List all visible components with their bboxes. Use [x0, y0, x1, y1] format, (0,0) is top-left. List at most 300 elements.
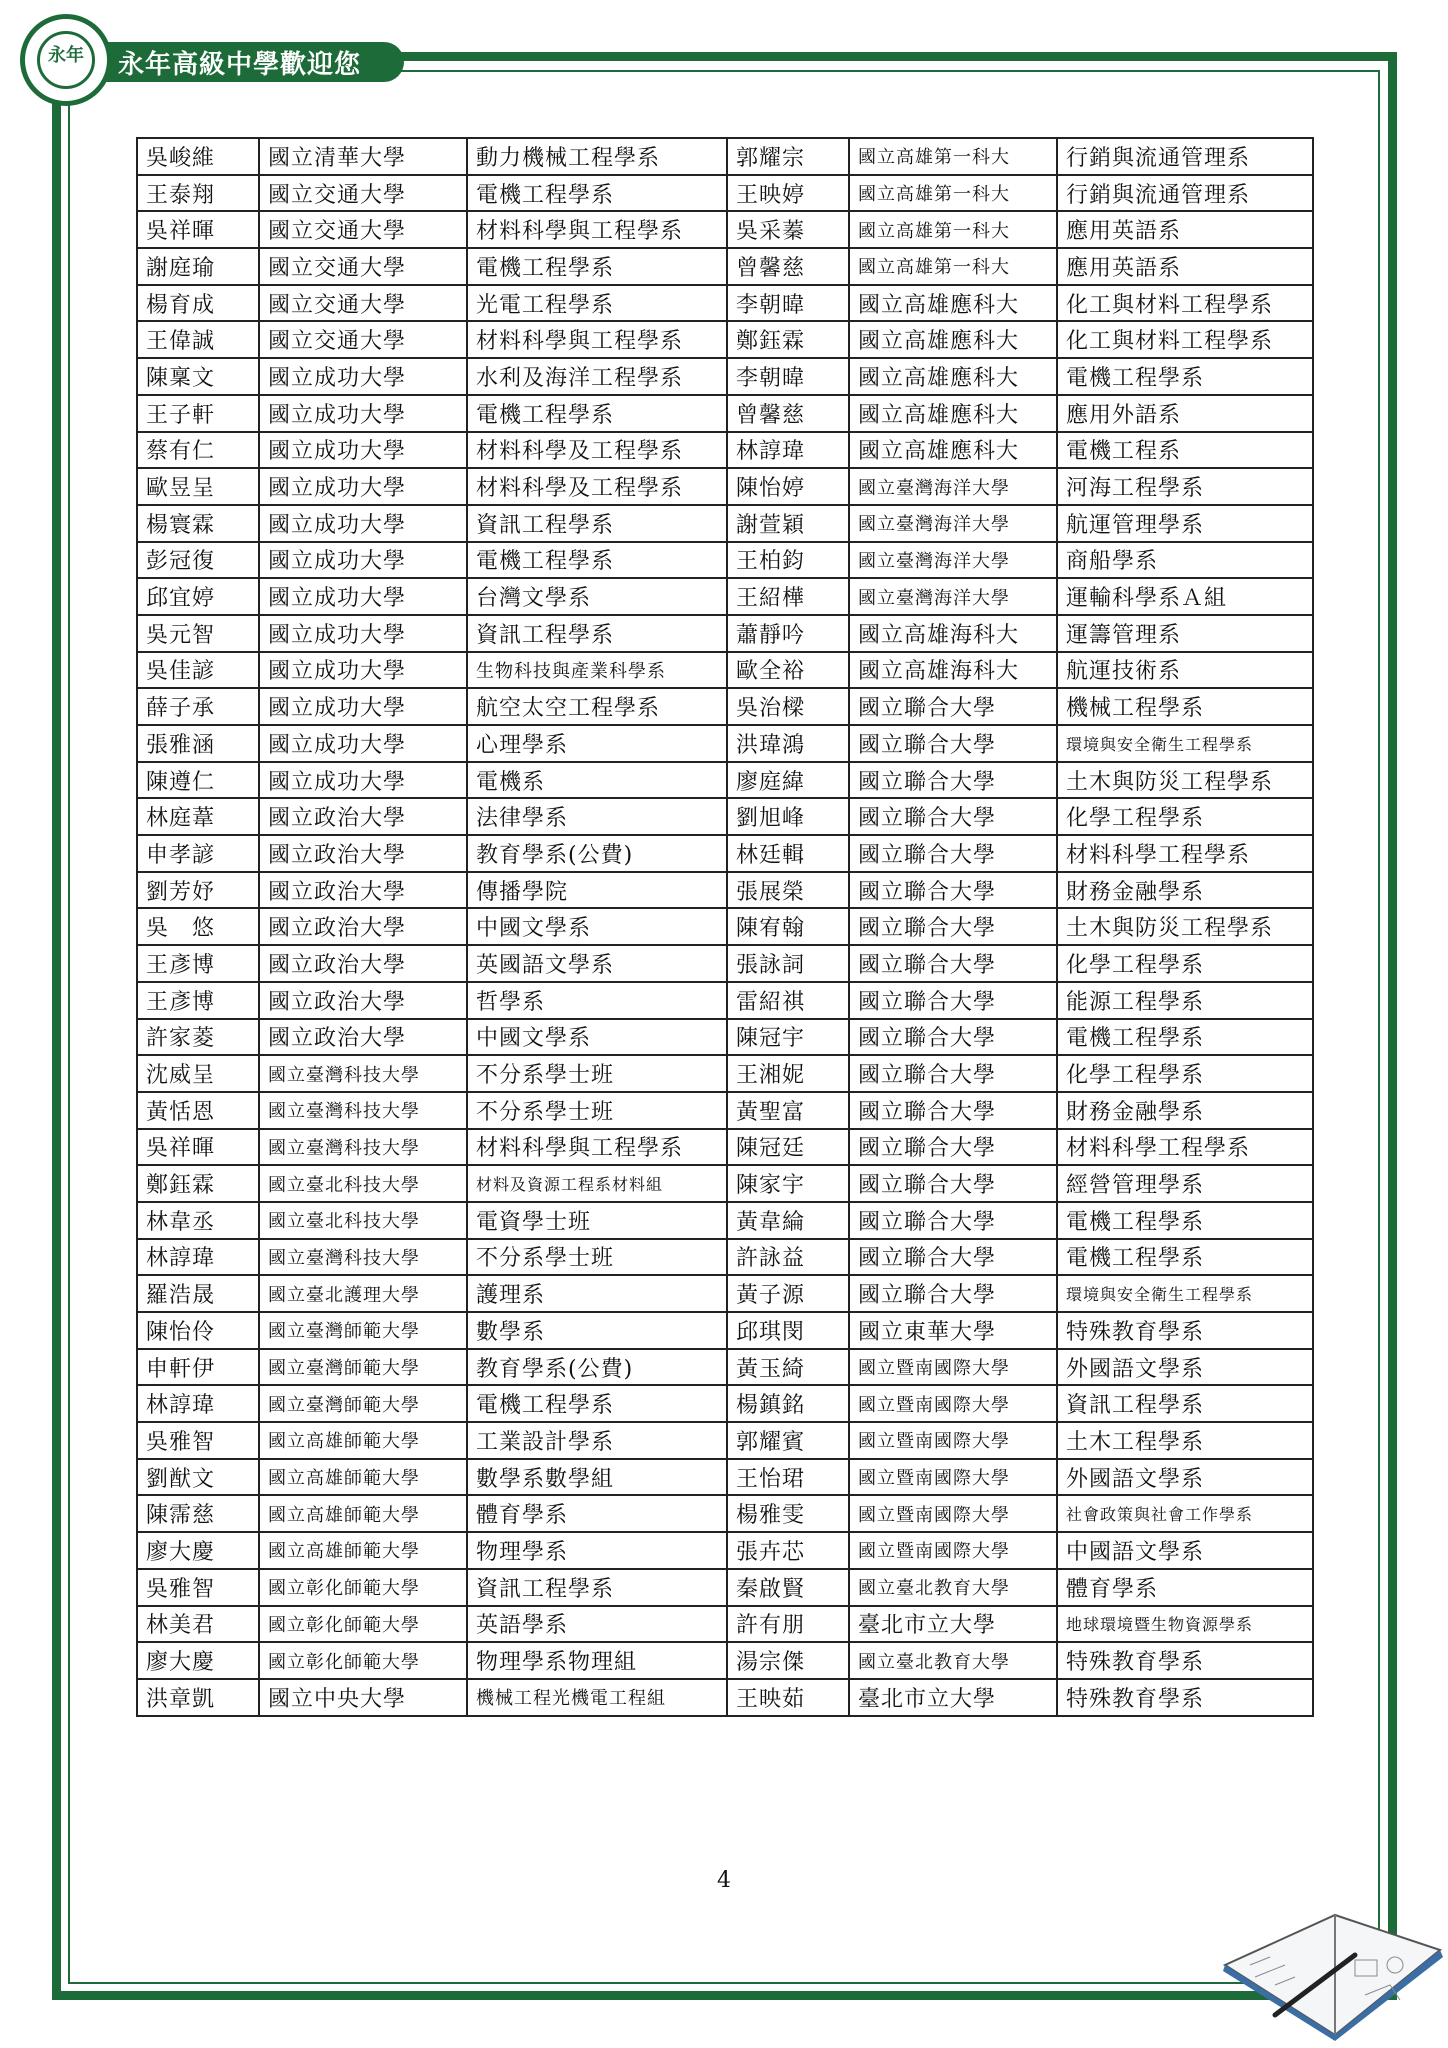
table-row: [137, 1642, 1313, 1679]
department-name-right: 中國語文學系: [1057, 1532, 1313, 1569]
student-name-left: 薛子承: [137, 688, 259, 725]
student-name-right: 楊鎮銘: [727, 1385, 849, 1422]
table-row: [137, 798, 1313, 835]
department-name-left: 台灣文學系: [467, 578, 727, 615]
school-name-left: 國立成功大學: [259, 542, 467, 579]
student-name-right: 郭耀賓: [727, 1422, 849, 1459]
school-name-right: 國立東華大學: [849, 1312, 1057, 1349]
table-row: [137, 138, 1313, 175]
department-name-right: 應用英語系: [1057, 211, 1313, 248]
student-name-right: 黃子源: [727, 1275, 849, 1312]
student-name-left: 廖大慶: [137, 1532, 259, 1569]
table-row: [137, 1019, 1313, 1056]
school-name-left: 國立成功大學: [259, 762, 467, 799]
student-name-right: 張卉芯: [727, 1532, 849, 1569]
department-name-right: 化工與材料工程學系: [1057, 321, 1313, 358]
department-name-right: 化工與材料工程學系: [1057, 285, 1313, 322]
school-name-right: 國立臺灣海洋大學: [849, 542, 1057, 579]
student-name-right: 歐全裕: [727, 652, 849, 689]
school-name-left: 國立臺灣科技大學: [259, 1092, 467, 1129]
department-name-right: 體育學系: [1057, 1569, 1313, 1606]
table-row: [137, 982, 1313, 1019]
student-name-right: 湯宗傑: [727, 1642, 849, 1679]
student-name-left: 張雅涵: [137, 725, 259, 762]
department-name-left: 電機系: [467, 762, 727, 799]
school-name-right: 國立聯合大學: [849, 835, 1057, 872]
table-row: [137, 1532, 1313, 1569]
department-name-right: 材料科學工程學系: [1057, 835, 1313, 872]
department-name-left: 電機工程學系: [467, 542, 727, 579]
department-name-right: 運籌管理系: [1057, 615, 1313, 652]
header-title: 永年高級中學歡迎您: [118, 49, 362, 80]
department-name-left: 光電工程學系: [467, 285, 727, 322]
school-name-left: 國立成功大學: [259, 358, 467, 395]
school-name-right: 國立聯合大學: [849, 1202, 1057, 1239]
school-logo: [20, 14, 112, 106]
school-name-left: 國立成功大學: [259, 395, 467, 432]
school-name-right: 國立聯合大學: [849, 872, 1057, 909]
school-name-left: 國立交通大學: [259, 211, 467, 248]
table-row: [137, 321, 1313, 358]
department-name-left: 心理學系: [467, 725, 727, 762]
student-name-left: 林諄瑋: [137, 1239, 259, 1276]
roster-body: [137, 138, 1313, 1716]
department-name-left: 不分系學士班: [467, 1092, 727, 1129]
department-name-right: 化學工程學系: [1057, 945, 1313, 982]
student-name-right: 林廷輯: [727, 835, 849, 872]
school-name-right: 國立暨南國際大學: [849, 1459, 1057, 1496]
student-name-right: 廖庭緯: [727, 762, 849, 799]
school-name-right: 國立聯合大學: [849, 1165, 1057, 1202]
department-name-right: 特殊教育學系: [1057, 1679, 1313, 1716]
student-name-left: 陳遵仁: [137, 762, 259, 799]
header-banner: [84, 42, 404, 82]
school-name-right: 國立高雄第一科大: [849, 138, 1057, 175]
student-name-right: 王紹樺: [727, 578, 849, 615]
student-name-right: 張詠詞: [727, 945, 849, 982]
table-row: [137, 1165, 1313, 1202]
department-name-left: 材料科學及工程學系: [467, 432, 727, 469]
department-name-left: 英語學系: [467, 1606, 727, 1643]
student-name-left: 洪章凱: [137, 1679, 259, 1716]
student-name-right: 王湘妮: [727, 1055, 849, 1092]
department-name-left: 生物科技與產業科學系: [467, 652, 727, 689]
department-name-left: 英國語文學系: [467, 945, 727, 982]
admission-roster-table: [136, 137, 1314, 1717]
student-name-right: 李朝暐: [727, 358, 849, 395]
department-name-right: 化學工程學系: [1057, 1055, 1313, 1092]
school-name-right: 臺北市立大學: [849, 1606, 1057, 1643]
department-name-left: 教育學系(公費): [467, 835, 727, 872]
school-name-right: 國立臺北教育大學: [849, 1569, 1057, 1606]
student-name-left: 黃恬恩: [137, 1092, 259, 1129]
department-name-left: 材料科學與工程學系: [467, 1129, 727, 1166]
table-row: [137, 432, 1313, 469]
department-name-right: 化學工程學系: [1057, 798, 1313, 835]
student-name-right: 鄭鈺霖: [727, 321, 849, 358]
notebook-illustration: [1215, 1845, 1445, 2045]
school-name-right: 國立臺灣海洋大學: [849, 468, 1057, 505]
department-name-left: 材料科學及工程學系: [467, 468, 727, 505]
table-row: [137, 1459, 1313, 1496]
department-name-right: 土木與防災工程學系: [1057, 762, 1313, 799]
department-name-right: 外國語文學系: [1057, 1349, 1313, 1386]
student-name-right: 楊雅雯: [727, 1495, 849, 1532]
school-name-left: 國立臺灣科技大學: [259, 1129, 467, 1166]
school-name-left: 國立政治大學: [259, 835, 467, 872]
school-name-right: 國立聯合大學: [849, 1055, 1057, 1092]
school-name-left: 國立臺北科技大學: [259, 1165, 467, 1202]
school-name-left: 國立清華大學: [259, 138, 467, 175]
department-name-right: 商船學系: [1057, 542, 1313, 579]
department-name-right: 環境與安全衛生工程學系: [1057, 1275, 1313, 1312]
student-name-right: 黃聖富: [727, 1092, 849, 1129]
school-name-left: 國立交通大學: [259, 248, 467, 285]
student-name-right: 雷紹祺: [727, 982, 849, 1019]
department-name-right: 能源工程學系: [1057, 982, 1313, 1019]
department-name-right: 應用英語系: [1057, 248, 1313, 285]
student-name-left: 沈威呈: [137, 1055, 259, 1092]
student-name-right: 黃韋綸: [727, 1202, 849, 1239]
department-name-left: 資訊工程學系: [467, 615, 727, 652]
school-name-left: 國立臺灣師範大學: [259, 1349, 467, 1386]
student-name-right: 邱琪閔: [727, 1312, 849, 1349]
school-name-left: 國立政治大學: [259, 945, 467, 982]
school-name-left: 國立政治大學: [259, 798, 467, 835]
school-name-left: 國立政治大學: [259, 1019, 467, 1056]
table-row: [137, 1275, 1313, 1312]
department-name-left: 中國文學系: [467, 908, 727, 945]
school-name-right: 國立聯合大學: [849, 725, 1057, 762]
school-name-left: 國立中央大學: [259, 1679, 467, 1716]
department-name-right: 資訊工程學系: [1057, 1385, 1313, 1422]
student-name-left: 鄭鈺霖: [137, 1165, 259, 1202]
department-name-right: 航運管理學系: [1057, 505, 1313, 542]
department-name-left: 材料科學與工程學系: [467, 321, 727, 358]
department-name-right: 機械工程學系: [1057, 688, 1313, 725]
student-name-left: 廖大慶: [137, 1642, 259, 1679]
student-name-right: 許有朋: [727, 1606, 849, 1643]
department-name-right: 環境與安全衛生工程學系: [1057, 725, 1313, 762]
student-name-right: 林諄瑋: [727, 432, 849, 469]
school-name-left: 國立政治大學: [259, 872, 467, 909]
table-row: [137, 1312, 1313, 1349]
school-name-right: 國立聯合大學: [849, 1092, 1057, 1129]
school-name-left: 國立彰化師範大學: [259, 1606, 467, 1643]
student-name-right: 王柏鈞: [727, 542, 849, 579]
school-name-right: 國立聯合大學: [849, 982, 1057, 1019]
student-name-left: 劉芳妤: [137, 872, 259, 909]
department-name-right: 電機工程學系: [1057, 1019, 1313, 1056]
school-name-right: 國立聯合大學: [849, 1239, 1057, 1276]
school-name-right: 國立高雄應科大: [849, 432, 1057, 469]
department-name-left: 資訊工程學系: [467, 505, 727, 542]
department-name-left: 材料及資源工程系材料組: [467, 1165, 727, 1202]
school-name-left: 國立交通大學: [259, 321, 467, 358]
school-name-left: 國立臺灣科技大學: [259, 1055, 467, 1092]
department-name-right: 電機工程學系: [1057, 358, 1313, 395]
student-name-left: 林諄瑋: [137, 1385, 259, 1422]
school-name-right: 國立暨南國際大學: [849, 1532, 1057, 1569]
school-name-right: 國立暨南國際大學: [849, 1422, 1057, 1459]
department-name-left: 哲學系: [467, 982, 727, 1019]
student-name-left: 申孝諺: [137, 835, 259, 872]
student-name-right: 王映婷: [727, 175, 849, 212]
table-row: [137, 211, 1313, 248]
student-name-left: 王泰翔: [137, 175, 259, 212]
department-name-left: 資訊工程學系: [467, 1569, 727, 1606]
student-name-left: 王偉誠: [137, 321, 259, 358]
department-name-left: 材料科學與工程學系: [467, 211, 727, 248]
student-name-left: 陳稟文: [137, 358, 259, 395]
department-name-left: 傳播學院: [467, 872, 727, 909]
student-name-left: 王彥博: [137, 945, 259, 982]
school-name-left: 國立交通大學: [259, 285, 467, 322]
table-row: [137, 468, 1313, 505]
student-name-right: 陳冠宇: [727, 1019, 849, 1056]
student-name-right: 陳宥翰: [727, 908, 849, 945]
school-name-left: 國立成功大學: [259, 725, 467, 762]
department-name-left: 法律學系: [467, 798, 727, 835]
student-name-left: 吳雅智: [137, 1569, 259, 1606]
school-name-left: 國立成功大學: [259, 505, 467, 542]
department-name-right: 地球環境暨生物資源學系: [1057, 1606, 1313, 1643]
school-name-left: 國立政治大學: [259, 908, 467, 945]
header-rule-thin: [400, 70, 1380, 72]
student-name-right: 陳冠廷: [727, 1129, 849, 1166]
student-name-right: 張展榮: [727, 872, 849, 909]
school-name-right: 國立暨南國際大學: [849, 1349, 1057, 1386]
table-row: [137, 1055, 1313, 1092]
department-name-left: 不分系學士班: [467, 1055, 727, 1092]
school-name-left: 國立臺灣科技大學: [259, 1239, 467, 1276]
school-name-right: 國立高雄第一科大: [849, 248, 1057, 285]
student-name-left: 楊育成: [137, 285, 259, 322]
school-name-left: 國立臺北科技大學: [259, 1202, 467, 1239]
department-name-left: 電機工程學系: [467, 248, 727, 285]
school-name-left: 國立成功大學: [259, 578, 467, 615]
school-name-right: 國立臺灣海洋大學: [849, 505, 1057, 542]
department-name-left: 工業設計學系: [467, 1422, 727, 1459]
student-name-left: 彭冠復: [137, 542, 259, 579]
department-name-right: 河海工程學系: [1057, 468, 1313, 505]
department-name-left: 機械工程光機電工程組: [467, 1679, 727, 1716]
department-name-left: 數學系: [467, 1312, 727, 1349]
table-row: [137, 615, 1313, 652]
school-name-right: 國立聯合大學: [849, 688, 1057, 725]
student-name-left: 許家菱: [137, 1019, 259, 1056]
student-name-right: 謝萱穎: [727, 505, 849, 542]
student-name-left: 吳峻維: [137, 138, 259, 175]
school-name-right: 國立聯合大學: [849, 798, 1057, 835]
school-name-left: 國立成功大學: [259, 688, 467, 725]
school-name-left: 國立高雄師範大學: [259, 1459, 467, 1496]
department-name-right: 社會政策與社會工作學系: [1057, 1495, 1313, 1532]
department-name-left: 物理學系物理組: [467, 1642, 727, 1679]
department-name-right: 特殊教育學系: [1057, 1312, 1313, 1349]
table-row: [137, 1679, 1313, 1716]
table-row: [137, 578, 1313, 615]
table-row: [137, 1239, 1313, 1276]
department-name-left: 水利及海洋工程學系: [467, 358, 727, 395]
student-name-right: 吳治樑: [727, 688, 849, 725]
school-name-left: 國立政治大學: [259, 982, 467, 1019]
page-number: 4: [717, 1868, 731, 1893]
student-name-right: 洪瑋鴻: [727, 725, 849, 762]
student-name-right: 郭耀宗: [727, 138, 849, 175]
school-name-left: 國立高雄師範大學: [259, 1495, 467, 1532]
school-name-right: 國立聯合大學: [849, 1129, 1057, 1166]
department-name-right: 運輸科學系Ａ組: [1057, 578, 1313, 615]
school-name-left: 國立成功大學: [259, 432, 467, 469]
school-name-right: 國立暨南國際大學: [849, 1495, 1057, 1532]
school-name-left: 國立交通大學: [259, 175, 467, 212]
student-name-left: 王子軒: [137, 395, 259, 432]
header-rule: [380, 52, 1397, 61]
school-name-right: 國立高雄應科大: [849, 285, 1057, 322]
table-row: [137, 175, 1313, 212]
student-name-left: 楊寰霖: [137, 505, 259, 542]
student-name-left: 吳佳諺: [137, 652, 259, 689]
department-name-left: 數學系數學組: [467, 1459, 727, 1496]
student-name-left: 王彥博: [137, 982, 259, 1019]
student-name-left: 陳霈慈: [137, 1495, 259, 1532]
department-name-right: 土木工程學系: [1057, 1422, 1313, 1459]
school-name-right: 國立聯合大學: [849, 908, 1057, 945]
school-name-right: 國立臺灣海洋大學: [849, 578, 1057, 615]
school-name-left: 國立臺灣師範大學: [259, 1312, 467, 1349]
school-name-right: 國立臺北教育大學: [849, 1642, 1057, 1679]
student-name-left: 蔡有仁: [137, 432, 259, 469]
student-name-right: 王怡珺: [727, 1459, 849, 1496]
table-row: [137, 542, 1313, 579]
department-name-left: 電機工程學系: [467, 395, 727, 432]
school-name-right: 臺北市立大學: [849, 1679, 1057, 1716]
table-row: [137, 1092, 1313, 1129]
department-name-left: 動力機械工程學系: [467, 138, 727, 175]
table-row: [137, 652, 1313, 689]
table-row: [137, 835, 1313, 872]
school-name-right: 國立高雄應科大: [849, 358, 1057, 395]
table-row: [137, 1349, 1313, 1386]
student-name-right: 曾馨慈: [727, 395, 849, 432]
school-name-left: 國立彰化師範大學: [259, 1569, 467, 1606]
department-name-right: 電機工程學系: [1057, 1202, 1313, 1239]
table-row: [137, 945, 1313, 982]
department-name-left: 中國文學系: [467, 1019, 727, 1056]
department-name-left: 教育學系(公費): [467, 1349, 727, 1386]
table-row: [137, 908, 1313, 945]
student-name-left: 吳祥暉: [137, 1129, 259, 1166]
table-row: [137, 1422, 1313, 1459]
student-name-left: 陳怡伶: [137, 1312, 259, 1349]
table-row: [137, 1495, 1313, 1532]
school-name-left: 國立臺灣師範大學: [259, 1385, 467, 1422]
department-name-left: 電機工程學系: [467, 1385, 727, 1422]
department-name-left: 電機工程學系: [467, 175, 727, 212]
department-name-left: 不分系學士班: [467, 1239, 727, 1276]
student-name-right: 秦啟賢: [727, 1569, 849, 1606]
table-row: [137, 725, 1313, 762]
student-name-right: 李朝暐: [727, 285, 849, 322]
school-name-right: 國立高雄應科大: [849, 321, 1057, 358]
department-name-right: 外國語文學系: [1057, 1459, 1313, 1496]
logo-text: 永年: [48, 45, 84, 66]
department-name-right: 財務金融學系: [1057, 872, 1313, 909]
school-name-left: 國立臺北護理大學: [259, 1275, 467, 1312]
school-name-right: 國立聯合大學: [849, 1275, 1057, 1312]
school-name-right: 國立聯合大學: [849, 1019, 1057, 1056]
student-name-left: 吳元智: [137, 615, 259, 652]
table-row: [137, 248, 1313, 285]
student-name-left: 謝庭瑜: [137, 248, 259, 285]
student-name-left: 林韋丞: [137, 1202, 259, 1239]
student-name-left: 吳雅智: [137, 1422, 259, 1459]
school-name-left: 國立彰化師範大學: [259, 1642, 467, 1679]
student-name-left: 林庭葦: [137, 798, 259, 835]
table-row: [137, 1202, 1313, 1239]
department-name-right: 電機工程學系: [1057, 1239, 1313, 1276]
school-name-right: 國立高雄第一科大: [849, 175, 1057, 212]
school-name-right: 國立高雄第一科大: [849, 211, 1057, 248]
school-name-left: 國立高雄師範大學: [259, 1532, 467, 1569]
department-name-right: 應用外語系: [1057, 395, 1313, 432]
department-name-left: 物理學系: [467, 1532, 727, 1569]
student-name-right: 許詠益: [727, 1239, 849, 1276]
student-name-left: 劉猷文: [137, 1459, 259, 1496]
department-name-right: 特殊教育學系: [1057, 1642, 1313, 1679]
department-name-left: 護理系: [467, 1275, 727, 1312]
school-name-right: 國立聯合大學: [849, 945, 1057, 982]
school-name-right: 國立暨南國際大學: [849, 1385, 1057, 1422]
department-name-right: 材料科學工程學系: [1057, 1129, 1313, 1166]
table-row: [137, 1606, 1313, 1643]
department-name-right: 行銷與流通管理系: [1057, 138, 1313, 175]
school-name-right: 國立高雄應科大: [849, 395, 1057, 432]
department-name-right: 電機工程系: [1057, 432, 1313, 469]
student-name-right: 黃玉綺: [727, 1349, 849, 1386]
student-name-right: 陳家宇: [727, 1165, 849, 1202]
student-name-right: 王映茹: [727, 1679, 849, 1716]
table-row: [137, 505, 1313, 542]
table-row: [137, 688, 1313, 725]
table-row: [137, 358, 1313, 395]
table-row: [137, 762, 1313, 799]
department-name-right: 行銷與流通管理系: [1057, 175, 1313, 212]
department-name-left: 航空太空工程學系: [467, 688, 727, 725]
student-name-right: 劉旭峰: [727, 798, 849, 835]
student-name-right: 蕭靜吟: [727, 615, 849, 652]
table-row: [137, 285, 1313, 322]
student-name-left: 吳 悠: [137, 908, 259, 945]
school-name-left: 國立高雄師範大學: [259, 1422, 467, 1459]
student-name-left: 歐昱呈: [137, 468, 259, 505]
table-row: [137, 872, 1313, 909]
school-name-left: 國立成功大學: [259, 615, 467, 652]
school-name-right: 國立高雄海科大: [849, 652, 1057, 689]
table-row: [137, 395, 1313, 432]
department-name-left: 電資學士班: [467, 1202, 727, 1239]
student-name-right: 曾馨慈: [727, 248, 849, 285]
school-name-left: 國立成功大學: [259, 468, 467, 505]
student-name-left: 申軒伊: [137, 1349, 259, 1386]
student-name-right: 陳怡婷: [727, 468, 849, 505]
student-name-left: 林美君: [137, 1606, 259, 1643]
department-name-right: 土木與防災工程學系: [1057, 908, 1313, 945]
table-row: [137, 1129, 1313, 1166]
department-name-right: 航運技術系: [1057, 652, 1313, 689]
student-name-left: 邱宜婷: [137, 578, 259, 615]
